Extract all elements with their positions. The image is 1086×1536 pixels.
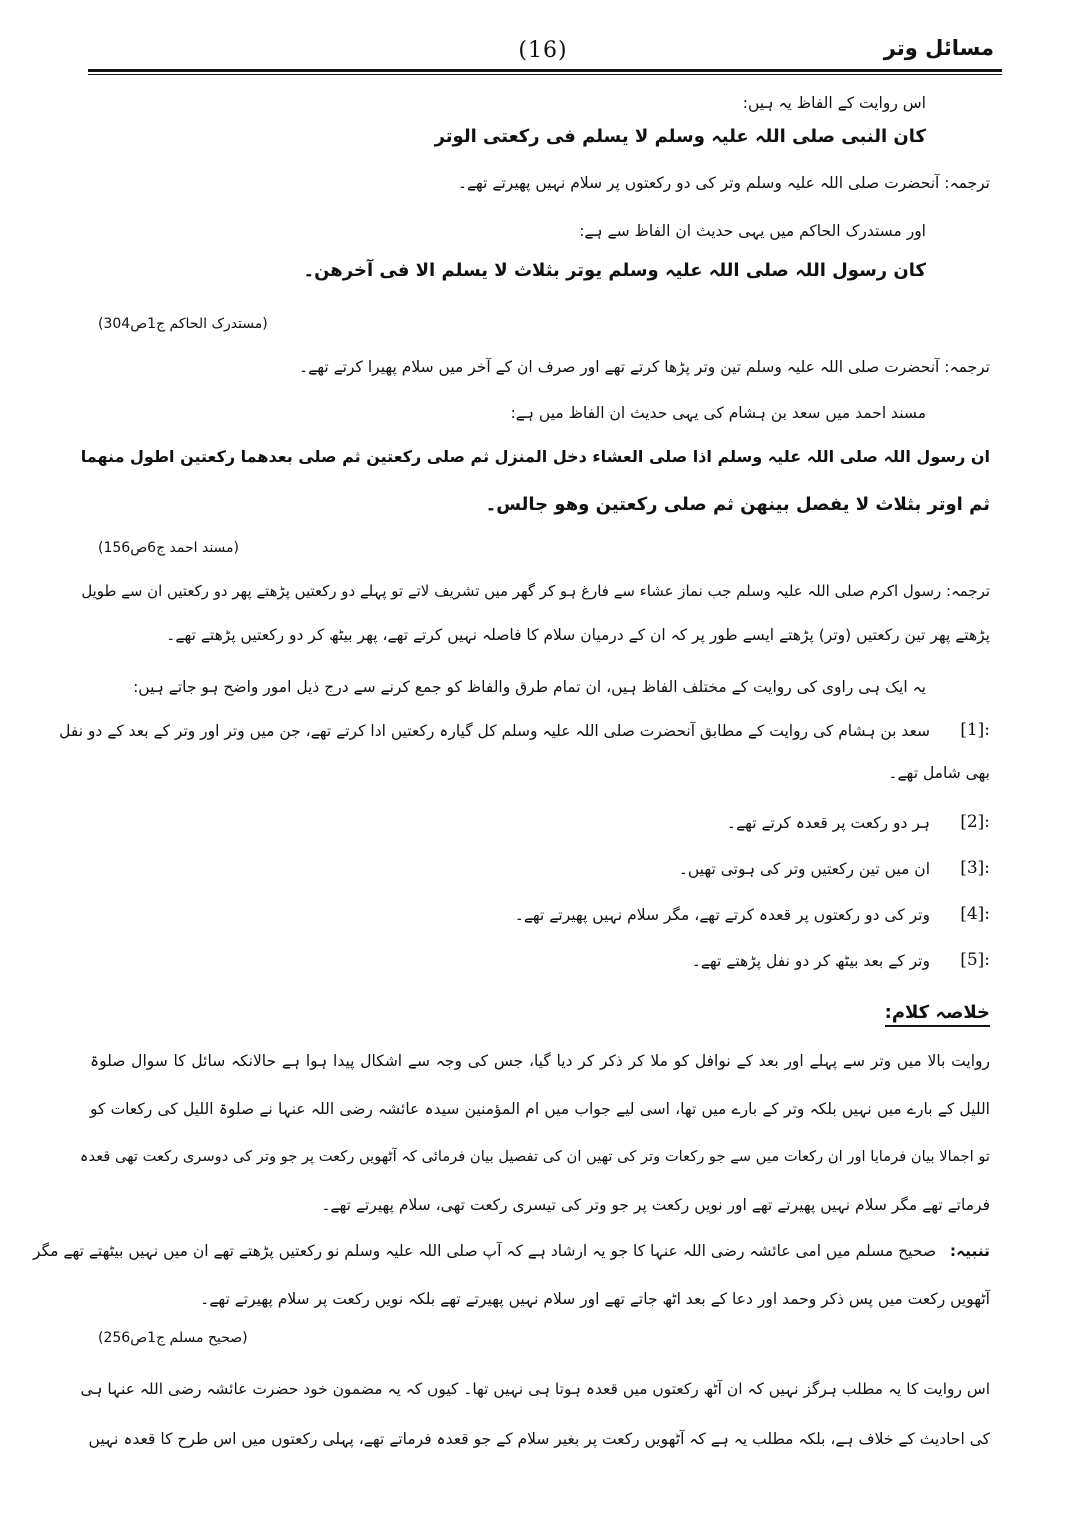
point-text: ان میں تین رکعتیں وتر کی ہوتی تھیں۔ xyxy=(678,860,930,878)
point-number: [3]: xyxy=(960,858,990,878)
note-line: صحیح مسلم میں امی عائشہ رضی اللہ عنہا کا جو یہ ارشاد ہے کہ آپ صلی اللہ علیہ وسلم نو رکعتیں پڑھتے تھے ان میں نہیں بیٹھتے تھے مگر xyxy=(33,1242,936,1260)
point-text: سعد بن ہشام کی روایت کے مطابق آنحضرت صلی اللہ علیہ وسلم کل گیارہ رکعتیں ادا کرتے تھے، جن میں وتر اور وتر کے بعد کے دو نفل xyxy=(59,722,930,740)
translation-line-2: ترجمہ: آنحضرت صلی اللہ علیہ وسلم تین وتر پڑھا کرتے تھے اور صرف ان کے آخر میں سلام پھیرا کرتے تھے۔ xyxy=(299,358,990,376)
reference-muslim: (صحیح مسلم ج1ص256) xyxy=(98,1330,248,1346)
header-rule-thin xyxy=(88,74,1002,75)
summary-intro: یہ ایک ہی راوی کی روایت کے مختلف الفاظ ہیں، ان تمام طرق والفاظ کو جمع کرنے سے درج ذیل امور واضح ہو جاتے ہیں: xyxy=(133,678,926,696)
point-text: ہر دو رکعت پر قعدہ کرتے تھے۔ xyxy=(726,814,930,832)
point-text-cont: بھی شامل تھے۔ xyxy=(888,764,990,782)
note-label: تنبیہ: xyxy=(949,1242,990,1260)
point-number: [4]: xyxy=(960,904,990,924)
header-rule xyxy=(88,69,1002,72)
summary-line: اللیل کے بارے میں نہیں بلکہ وتر کے بارے میں تھا، اسی لیے جواب میں ام المؤمنین سیدہ عائشہ رضی اللہ عنہا نے صلوۃ اللیل کی رکعات کو xyxy=(90,1100,990,1118)
translation-line-3: ترجمہ: رسول اکرم صلی اللہ علیہ وسلم جب نماز عشاء سے فارغ ہو کر گھر میں تشریف لاتے تو پہلے دو رکعتیں پڑھتے پھر دو رکعتیں ان سے طویل xyxy=(81,582,990,600)
arabic-hadith: کان النبی صلی اللہ علیہ وسلم لا یسلم فی رکعتی الوتر xyxy=(434,126,926,147)
reference-mustadrak: (مستدرک الحاکم ج1ص304) xyxy=(98,316,268,332)
mustadrak-intro: اور مستدرک الحاکم میں یہی حدیث ان الفاظ سے ہے: xyxy=(579,222,926,240)
translation-line-3-cont: پڑھتے پھر تین رکعتیں (وتر) پڑھتے ایسے طور پر کہ ان کے درمیان سلام کا فاصلہ نہیں کرتے تھے، پھر بیٹھ کر دو رکعتیں پڑھتے تھے۔ xyxy=(166,626,990,644)
arabic-hadith-3: ان رسول اللہ صلی اللہ علیہ وسلم اذا صلی العشاء دخل المنزل ثم صلی رکعتین ثم صلی بعدھما رکعتین اطول منھما xyxy=(80,447,990,466)
closing-line: اس روایت کا یہ مطلب ہرگز نہیں کہ ان آٹھ رکعتوں میں قعدہ ہوتا ہی نہیں تھا۔ کیوں کہ یہ مضمون خود حضرت عائشہ رضی اللہ عنہا ہی xyxy=(80,1380,990,1398)
page-number: (16) xyxy=(518,38,568,63)
arabic-hadith-3-cont: ثم اوتر بثلاث لا یفصل بینھن ثم صلی رکعتین وھو جالس۔ xyxy=(485,494,990,515)
reference-musnad: (مسند احمد ج6ص156) xyxy=(98,540,240,556)
closing-line: کی احادیث کے خلاف ہے، بلکہ مطلب یہ ہے کہ آٹھویں رکعت پر بغیر سلام کے جو قعدہ فرماتے تھے، پہلی رکعتوں میں اس طرح کا قعدہ نہیں xyxy=(88,1430,990,1448)
point-number: [5]: xyxy=(960,950,990,970)
intro-line: اس روایت کے الفاظ یہ ہیں: xyxy=(742,94,926,112)
point-number: [1]: xyxy=(960,720,990,740)
arabic-hadith-2: کان رسول اللہ صلی اللہ علیہ وسلم یوتر بثلاث لا یسلم الا فی آخرھن۔ xyxy=(303,260,926,281)
note-line: آٹھویں رکعت میں پس ذکر وحمد اور دعا کے بعد اٹھ جاتے تھے اور سلام نہیں پھیرتے تھے بلکہ نویں رکعت پر سلام پھیرتے تھے۔ xyxy=(200,1290,990,1308)
summary-line: تو اجمالا بیان فرمایا اور ان رکعات میں سے جو رکعات وتر کی تھیں ان کی تفصیل بیان فرمائی کہ آٹھویں رکعت پر جو وتر کی دوسری رکعت تھی قعدہ xyxy=(79,1148,990,1165)
summary-heading: خلاصہ کلام: xyxy=(885,1002,990,1027)
point-text: وتر کے بعد بیٹھ کر دو نفل پڑھتے تھے۔ xyxy=(691,952,930,970)
point-text: وتر کی دو رکعتوں پر قعدہ کرتے تھے، مگر سلام نہیں پھیرتے تھے۔ xyxy=(514,906,930,924)
translation-line: ترجمہ: آنحضرت صلی اللہ علیہ وسلم وتر کی دو رکعتوں پر سلام نہیں پھیرتے تھے۔ xyxy=(457,174,990,192)
running-title: مسائل وتر xyxy=(883,36,994,60)
musnad-intro: مسند احمد میں سعد بن ہشام کی یہی حدیث ان الفاظ میں ہے: xyxy=(510,404,926,422)
summary-line: روایت بالا میں وتر سے پہلے اور بعد کے نوافل کو ملا کر ذکر کر دیا گیا، جس کی وجہ سے اشکال پیدا ہوا ہے حالانکہ سائل کا سوال صلوۃ xyxy=(90,1052,990,1070)
point-number: [2]: xyxy=(960,812,990,832)
summary-line: فرماتے تھے مگر سلام نہیں پھیرتے تھے اور نویں رکعت پر جو وتر کی تیسری رکعت تھی، سلام پھیرتے تھے۔ xyxy=(321,1196,990,1214)
